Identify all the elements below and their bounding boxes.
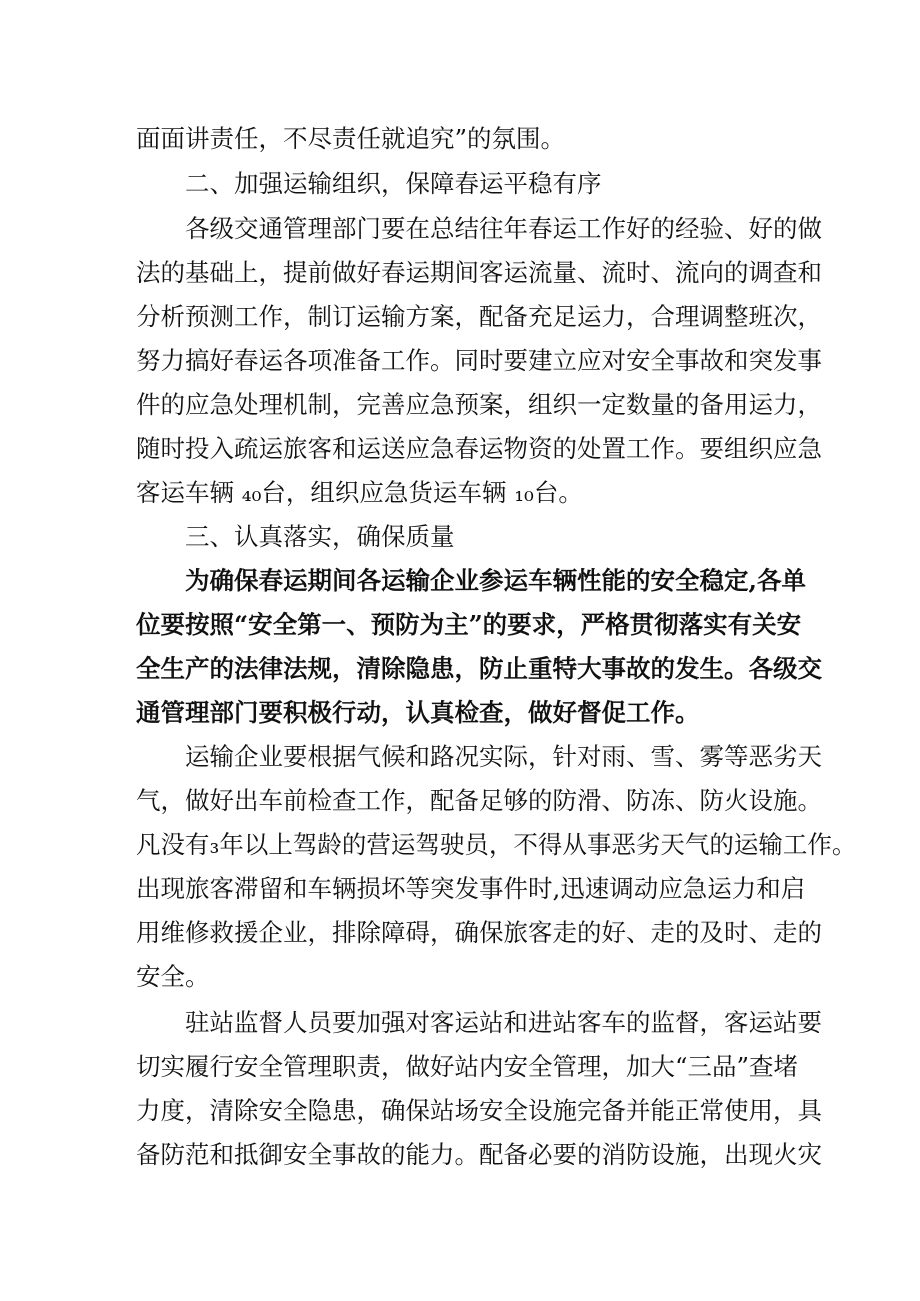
paragraph-line: 出现旅客滞留和车辆损坏等突发事件时,迅速调动应急运力和启 <box>136 874 806 903</box>
text-line: 面面讲责任，不尽责任就追究”的氛围。 <box>136 124 566 153</box>
paragraph-line: 法的基础上，提前做好春运期间客运流量、流时、流向的调查和 <box>136 258 822 287</box>
paragraph-line: 件的应急处理机制，完善应急预案，组织一定数量的备用运力， <box>136 390 822 419</box>
paragraph-line: 分析预测工作，制订运输方案，配备充足运力，合理调整班次， <box>136 302 822 331</box>
paragraph-line: 切实履行安全管理职责，做好站内安全管理，加大“三品”查堵 <box>136 1052 799 1081</box>
paragraph-line: 运输企业要根据气候和路况实际，针对雨、雪、雾等恶劣天 <box>185 742 822 771</box>
paragraph-line: 努力搞好春运各项准备工作。同时要建立应对安全事故和突发事 <box>136 346 822 375</box>
paragraph-line: 备防范和抵御安全事故的能力。配备必要的消防设施，出现火灾 <box>136 1140 822 1169</box>
bold-paragraph-line: 位要按照“安全第一、预防为主”的要求，严格贯彻落实有关安 <box>136 610 802 639</box>
paragraph-line: 各级交通管理部门要在总结往年春运工作好的经验、好的做 <box>185 214 822 243</box>
paragraph-line: 气，做好出车前检查工作，配备足够的防滑、防冻、防火设施。 <box>136 786 822 815</box>
paragraph-line: 客运车辆 ₄₀台，组织应急货运车辆 ₁₀台。 <box>136 478 583 507</box>
paragraph-line: 随时投入疏运旅客和运送应急春运物资的处置工作。要组织应急 <box>136 434 822 463</box>
bold-paragraph-line: 通管理部门要积极行动，认真检查，做好督促工作。 <box>136 698 700 727</box>
paragraph-line: 凡没有₃年以上驾龄的营运驾驶员，不得从事恶劣天气的运输工作。 <box>136 830 857 859</box>
paragraph-line: 安全。 <box>136 962 210 991</box>
section-heading: 二、加强运输组织，保障春运平稳有序 <box>185 169 602 198</box>
paragraph-line: 力度，清除安全隐患，确保站场安全设施完备并能正常使用，具 <box>136 1096 822 1125</box>
bold-paragraph-line: 全生产的法律法规，清除隐患，防止重特大事故的发生。各级交 <box>136 654 822 683</box>
paragraph-line: 用维修救援企业，排除障碍，确保旅客走的好、走的及时、走的 <box>136 918 822 947</box>
section-heading: 三、认真落实，确保质量 <box>185 522 455 551</box>
paragraph-line: 驻站监督人员要加强对客运站和进站客车的监督，客运站要 <box>185 1008 822 1037</box>
bold-paragraph-line: 为确保春运期间各运输企业参运车辆性能的安全稳定,各单 <box>185 566 807 595</box>
